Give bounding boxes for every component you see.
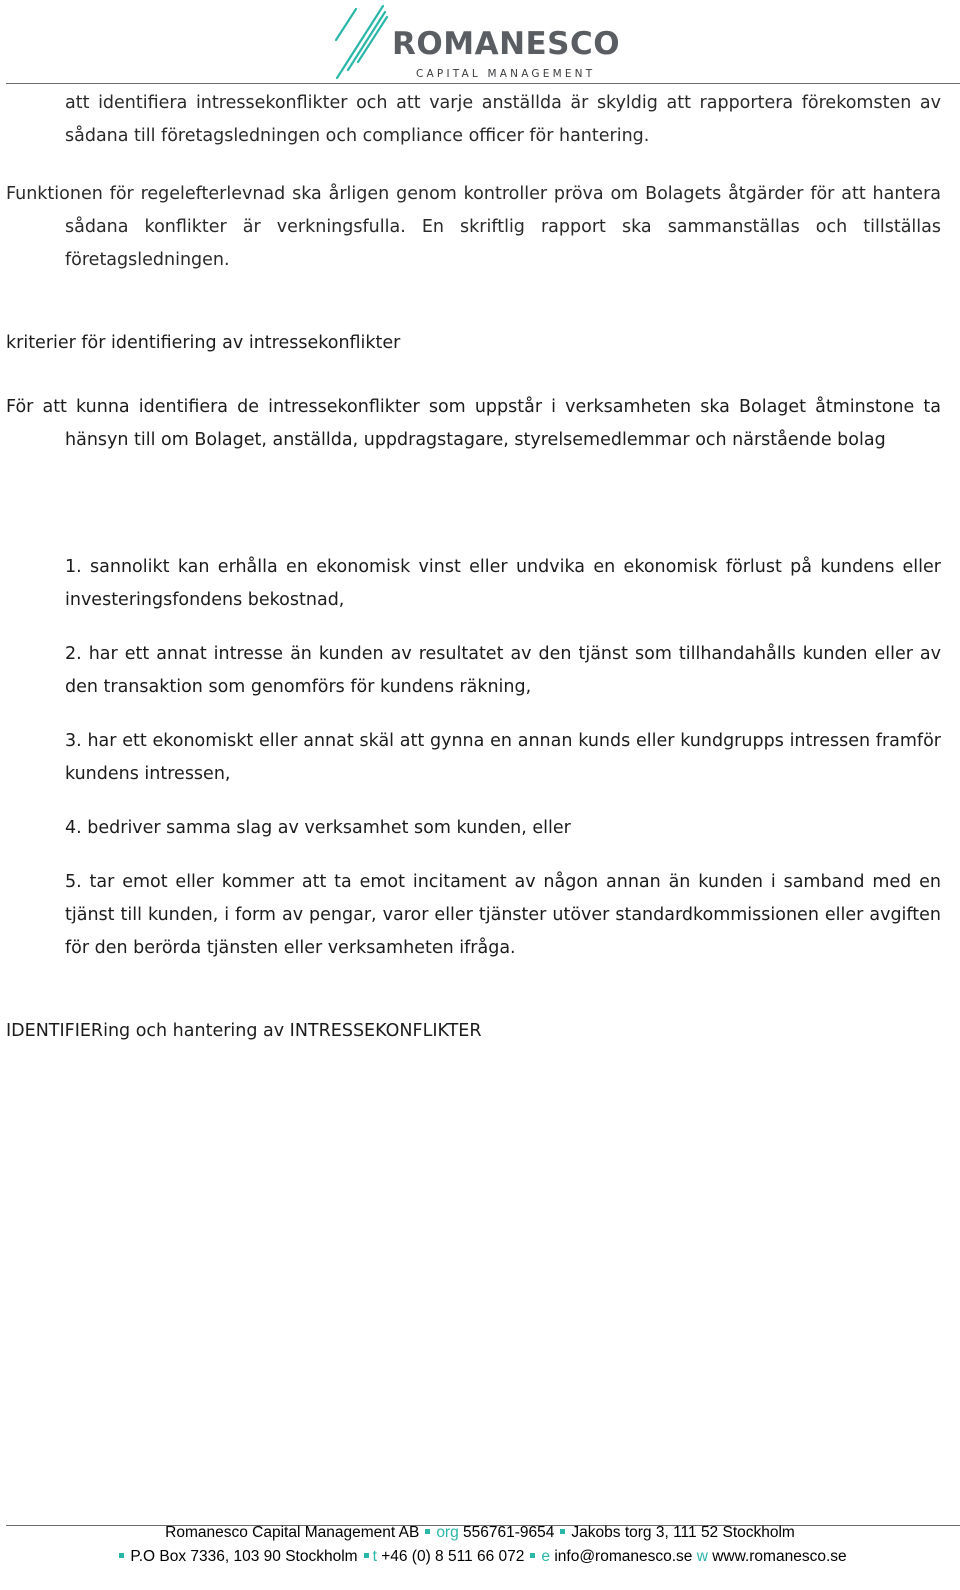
list-item: 3. har ett ekonomiskt eller annat skäl att gynna en annan kunds eller kundgrupps intressen framför kundens intressen, xyxy=(65,731,941,784)
footer-web-link[interactable]: www.romanesco.se xyxy=(712,1548,847,1565)
page-header xyxy=(0,0,960,84)
section-heading-identification: IDENTIFIERing och hantering av INTRESSEKONFLIKTER xyxy=(6,1021,482,1041)
footer-web-label: w xyxy=(696,1548,708,1565)
footer-tel: +46 (0) 8 511 66 072 xyxy=(381,1548,525,1565)
bullet-icon xyxy=(425,1529,430,1534)
bullet-icon xyxy=(119,1553,124,1558)
header-divider xyxy=(6,83,960,84)
brand-name: ROMANESCO xyxy=(392,26,621,62)
footer-line-1 xyxy=(0,1524,960,1542)
footer-tel-label: t xyxy=(372,1548,377,1565)
paragraph-continuation: att identifiera intressekonflikter och att varje anställda är skyldig att rapportera förekomsten av sådana till företagsledningen och compliance officer för hantering. xyxy=(65,93,941,146)
bullet-icon xyxy=(560,1529,565,1534)
paragraph-compliance: Funktionen för regelefterlevnad ska årligen genom kontroller pröva om Bolagets åtgärder för att hantera sådana konflikter är verkningsfulla. En skriftlig rapport ska sammanställas och tillställas företagsledningen. xyxy=(6,184,941,270)
footer-email-label: e xyxy=(541,1548,551,1565)
footer-email-link[interactable]: info@romanesco.se xyxy=(554,1548,693,1565)
list-item: 4. bedriver samma slag av verksamhet som kunden, eller xyxy=(65,818,571,838)
company-logo xyxy=(334,0,624,84)
section-heading-criteria: kriterier för identifiering av intressekonflikter xyxy=(6,333,401,353)
footer-org-label: org xyxy=(436,1524,459,1541)
footer-address: Jakobs torg 3, 111 52 Stockholm xyxy=(571,1524,795,1541)
brand-subtitle: CAPITAL MANAGEMENT xyxy=(416,68,596,80)
footer-company: Romanesco Capital Management AB xyxy=(165,1524,420,1541)
list-item: 1. sannolikt kan erhålla en ekonomisk vinst eller undvika en ekonomisk förlust på kundens eller investeringsfondens bekostnad, xyxy=(65,557,941,610)
paragraph-criteria-intro: För att kunna identifiera de intressekonflikter som uppstår i verksamheten ska Bolaget åtminstone ta hänsyn till om Bolaget, anställda, uppdragstagare, styrelsemedlemmar och närstående bolag xyxy=(6,397,941,450)
footer-org-number: 556761-9654 xyxy=(463,1524,555,1541)
list-item: 2. har ett annat intresse än kunden av resultatet av den tjänst som tillhandahålls kunden eller av den transaktion som genomförs för kundens räkning, xyxy=(65,644,941,697)
bullet-icon xyxy=(530,1553,535,1558)
bullet-icon xyxy=(364,1553,369,1558)
footer-po-box: P.O Box 7336, 103 90 Stockholm xyxy=(130,1548,358,1565)
logo-stripes-icon xyxy=(334,0,394,84)
list-item: 5. tar emot eller kommer att ta emot incitament av någon annan än kunden i samband med en tjänst till kunden, i form av pengar, varor eller tjänster utöver standardkommissionen eller avgiften för den berörda tjänsten eller verksamheten ifråga. xyxy=(65,872,941,958)
footer-line-2 xyxy=(0,1548,960,1566)
